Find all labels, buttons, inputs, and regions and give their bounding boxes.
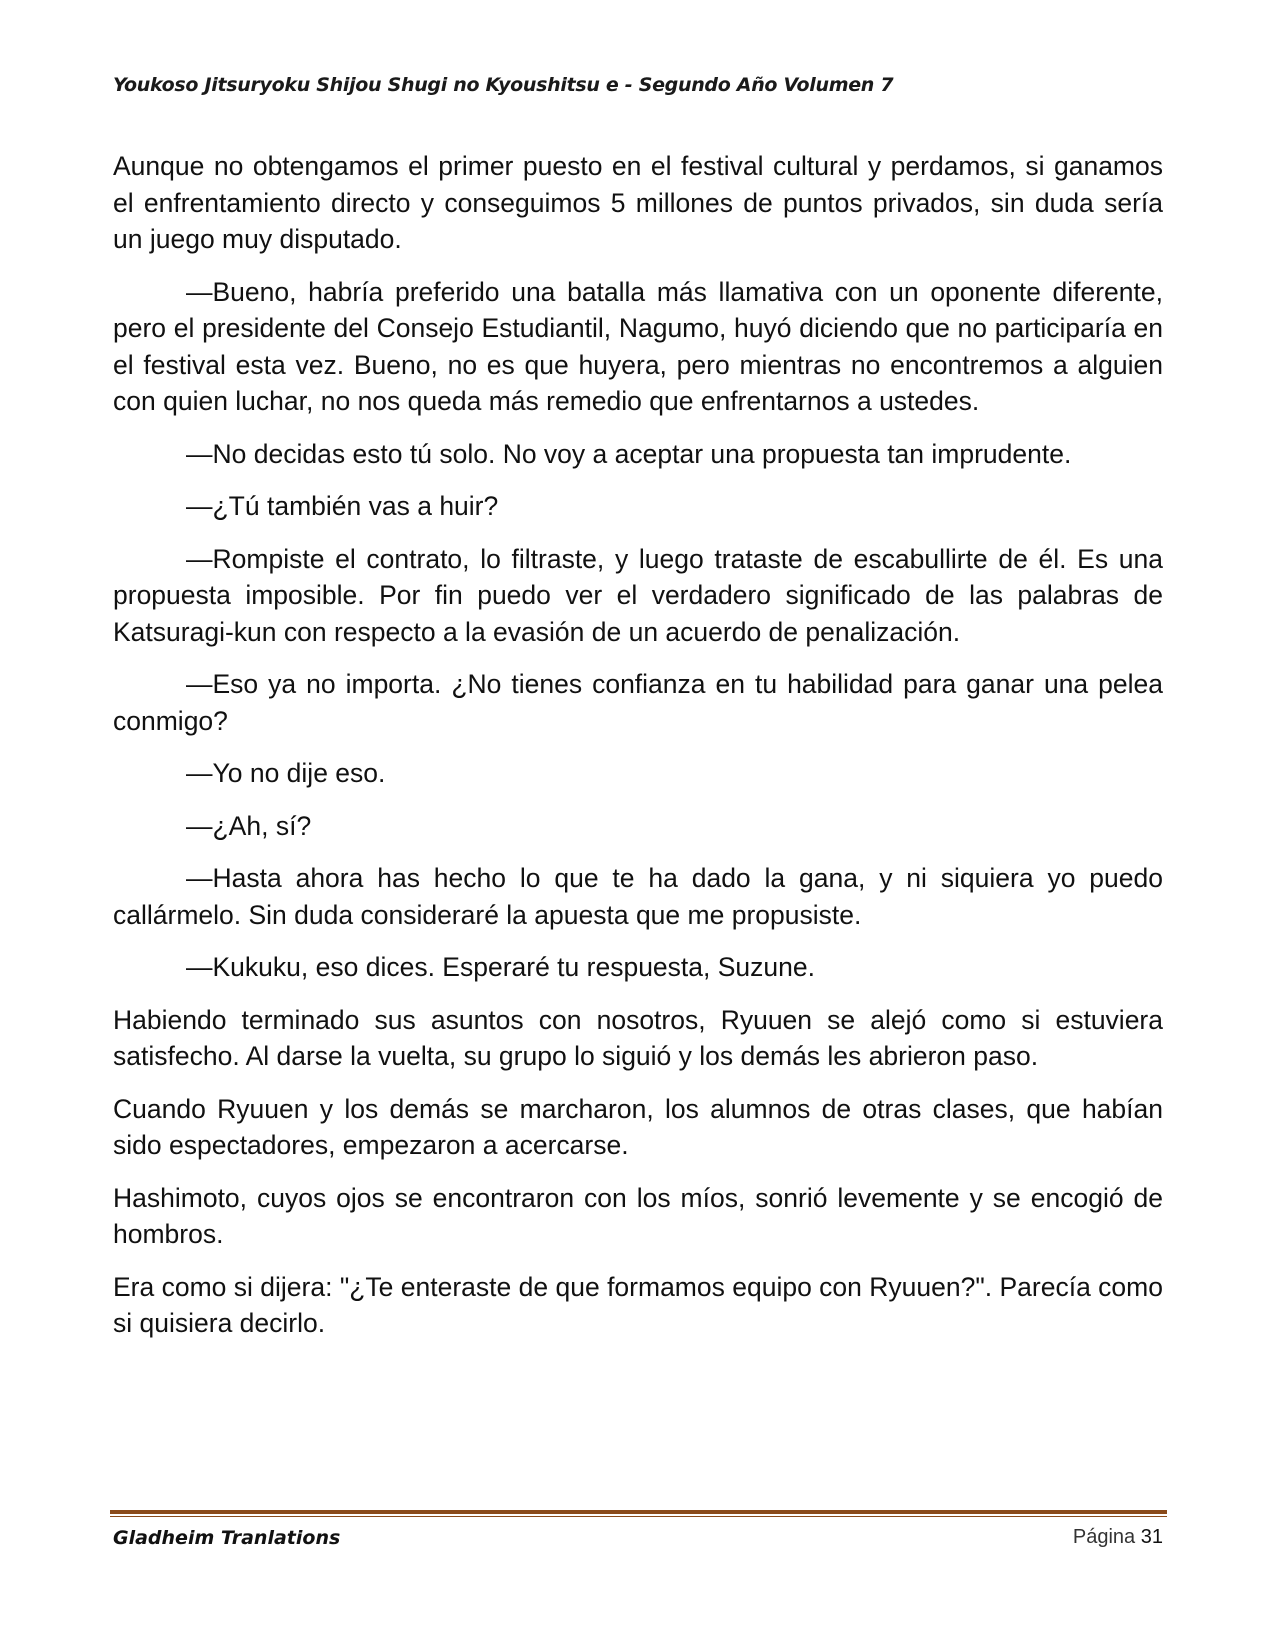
dialogue-paragraph: —Rompiste el contrato, lo filtraste, y luego trataste de escabullirte de él. Es una propuesta imposible. Por fin puedo ver el verdadero significado de las palabras de Katsuragi-kun con respecto a la evasión de un acuerdo de penalización. [113,543,1163,647]
dialogue-paragraph: —Eso ya no importa. ¿No tienes confianza en tu habilidad para ganar una pelea conmigo? [113,669,1163,736]
dialogue-paragraph: —¿Ah, sí? [186,810,312,841]
footer-page-indicator [1073,1526,1163,1549]
page-number: 31 [1140,1526,1163,1548]
dialogue-paragraph: —No decidas esto tú solo. No voy a aceptar una propuesta tan imprudente. [186,438,1072,469]
page-label: Página [1072,1526,1136,1548]
dialogue-paragraph: —Yo no dije eso. [186,758,386,788]
body-text [113,148,1163,1358]
page-header-title: Youkoso Jitsuryoku Shijou Shugi no Kyoushitsu e - Segundo Año Volumen 7 [113,74,894,96]
paragraph: Era como si dijera: "¿Te enteraste de que formamos equipo con Ryuuen?". Parecía como si quisiera decirlo. [113,1271,1163,1338]
dialogue-paragraph: —Bueno, habría preferido una batalla más llamativa con un oponente diferente, pero el presidente del Consejo Estudiantil, Nagumo, huyó diciendo que no participaría en el festival esta vez. Bueno, no es que huyera, pero mientras no encontremos a alguien con quien luchar, no nos queda más remedio que enfrentarnos a ustedes. [113,276,1163,416]
footer-divider-thick-line [110,1510,1167,1514]
footer-divider [110,1510,1167,1518]
paragraph: Hashimoto, cuyos ojos se encontraron con los míos, sonrió levemente y se encogió de hombros. [113,1182,1163,1249]
paragraph: Habiendo terminado sus asuntos con nosotros, Ryuuen se alejó como si estuviera satisfecho. Al darse la vuelta, su grupo lo siguió y los demás les abrieron paso. [113,1004,1163,1071]
dialogue-paragraph: —¿Tú también vas a huir? [186,491,499,521]
dialogue-paragraph: —Hasta ahora has hecho lo que te ha dado la gana, y ni siquiera yo puedo callármelo. Sin duda consideraré la apuesta que me propusiste. [113,863,1163,930]
dialogue-paragraph: —Kukuku, eso dices. Esperaré tu respuesta, Suzune. [186,952,815,982]
paragraph: Cuando Ryuuen y los demás se marcharon, los alumnos de otras clases, que habían sido espectadores, empezaron a acercarse. [113,1093,1163,1160]
footer-publisher: Gladheim Tranlations [113,1527,341,1549]
paragraph: Aunque no obtengamos el primer puesto en el festival cultural y perdamos, si ganamos el enfrentamiento directo y conseguimos 5 millones de puntos privados, sin duda sería un juego muy disputado. [113,151,1163,254]
footer-divider-thin-line [110,1516,1167,1517]
